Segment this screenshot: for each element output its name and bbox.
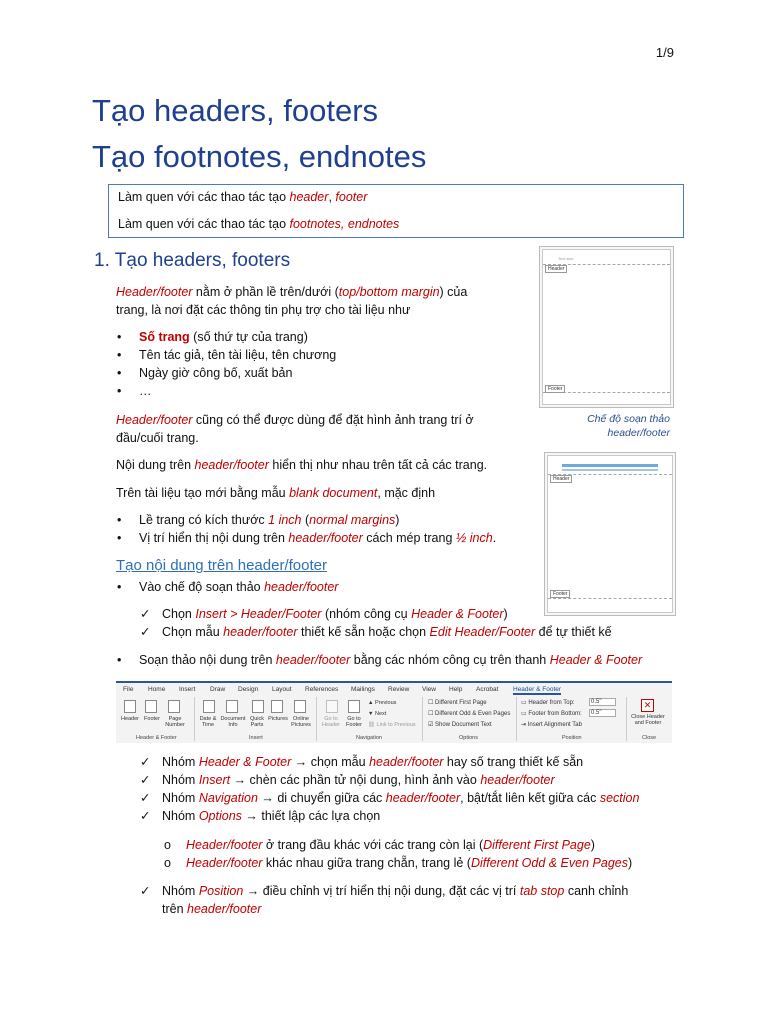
group-close: Close — [642, 735, 657, 741]
page-number-icon[interactable] — [168, 700, 180, 713]
step-2: • Soạn thảo nội dung trên header/footer bằng các nhóm công cụ trên thanh Header & Footer — [117, 653, 643, 667]
header-tag: Header — [545, 265, 567, 273]
step-1-checks — [140, 605, 662, 641]
figure-caption: Chế độ soạn thảo header/footer — [587, 413, 670, 439]
page-number-button[interactable]: Page Number — [165, 716, 185, 728]
list-item: ✓ Nhóm Navigation → di chuyển giữa các header/footer, bật/tắt liên kết giữa các section — [140, 791, 640, 805]
list-item: o Header/footer khác nhau giữa trang chẵn, trang lẻ (Different Odd & Even Pages) — [164, 856, 633, 870]
group-insert: Insert — [249, 735, 263, 741]
tab-view[interactable]: View — [422, 686, 436, 693]
quick-parts-button[interactable]: Quick Parts — [249, 716, 265, 728]
intro-box — [108, 184, 684, 238]
figure-header-footer-mode: Text size Header Footer — [539, 246, 674, 408]
tab-help[interactable]: Help — [449, 686, 463, 693]
list-item: • Tên tác giả, tên tài liệu, tên chương — [117, 348, 337, 362]
tab-acrobat[interactable]: Acrobat — [476, 686, 499, 693]
header-from-top: ▭ Header from Top: — [521, 700, 575, 706]
picture-icon[interactable] — [271, 700, 283, 713]
go-to-footer-button[interactable]: Go to Footer — [346, 716, 362, 728]
insert-alignment-tab-button[interactable]: ⇥ Insert Alignment Tab — [521, 722, 582, 728]
list-item: ✓ Nhóm Options → thiết lập các lựa chọn — [140, 809, 381, 823]
list-item: • … — [117, 384, 152, 398]
tab-insert[interactable]: Insert — [179, 686, 196, 693]
bullet-list-2 — [117, 511, 539, 547]
footer-button[interactable]: Footer — [144, 716, 160, 722]
footer-tag-2: Footer — [550, 590, 570, 598]
list-item: ✓ Nhóm Header & Footer → chọn mẫu header/footer hay số trang thiết kế sẵn — [140, 755, 584, 769]
tab-references[interactable]: References — [305, 686, 339, 693]
list-item: • Số trang (số thứ tự của trang) — [117, 330, 308, 344]
paragraph-1: Header/footer nằm ở phần lề trên/dưới (top/bottom margin) của trang, là nơi đặt các thông tin phụ trợ cho tài liệu như — [116, 285, 468, 317]
go-to-header-icon[interactable] — [326, 700, 338, 713]
tab-file[interactable]: File — [123, 686, 134, 693]
tab-design[interactable]: Design — [238, 686, 259, 693]
section-heading-2: Tạo nội dung trên header/footer — [116, 557, 327, 574]
options-sub-list — [164, 836, 676, 872]
tab-header-footer[interactable]: Header & Footer — [513, 686, 562, 693]
intro-line-2: Làm quen với các thao tác tạo footnotes, endnotes — [118, 217, 400, 231]
different-first-page-checkbox[interactable]: ☐ Different First Page — [428, 700, 487, 706]
document-info-icon[interactable] — [226, 700, 238, 713]
header-from-top-input[interactable]: 0.5" — [589, 698, 616, 706]
quick-parts-icon[interactable] — [252, 700, 264, 713]
go-to-footer-icon[interactable] — [348, 700, 360, 713]
tab-review[interactable]: Review — [388, 686, 410, 693]
position-check: ✓ Nhóm Position → điều chỉnh vị trí hiển thị nội dung, đặt các vị trí tab stop canh chỉnh trên header/footer — [140, 884, 629, 916]
group-header-footer: Header & Footer — [136, 735, 177, 741]
footer-tag: Footer — [545, 385, 565, 393]
section-heading-1: 1. Tạo headers, footers — [94, 250, 291, 271]
footer-icon[interactable] — [145, 700, 157, 713]
header-tag-2: Header — [550, 475, 572, 483]
header-icon[interactable] — [124, 700, 136, 713]
footer-from-bottom: ▭ Footer from Bottom: — [521, 711, 582, 717]
tab-home[interactable]: Home — [148, 686, 166, 693]
document-info-button[interactable]: Document Info — [220, 716, 246, 728]
group-position: Position — [562, 735, 582, 741]
date-time-button[interactable]: Date & Time — [199, 716, 217, 728]
online-pictures-button[interactable]: Online Pictures — [291, 716, 311, 728]
bullet-list-1 — [117, 328, 519, 400]
page-title: Tạo headers, footers — [92, 93, 379, 128]
page-number: 1/9 — [655, 45, 674, 60]
paragraph-3: Nội dung trên header/footer hiển thị như nhau trên tất cả các trang. — [116, 458, 488, 472]
list-item: • Ngày giờ công bố, xuất bản — [117, 366, 293, 380]
close-icon[interactable]: ✕ — [641, 699, 654, 712]
list-item: o Header/footer ở trang đầu khác với các trang còn lại (Different First Page) — [164, 838, 595, 852]
calendar-icon[interactable] — [203, 700, 215, 713]
close-header-footer-button[interactable]: Close Header and Footer — [631, 714, 665, 726]
ribbon-screenshot — [116, 681, 672, 743]
go-to-header-button[interactable]: Go to Header — [321, 716, 341, 728]
intro-line-1: Làm quen với các thao tác tạo header, footer — [118, 190, 368, 204]
link-to-previous-button[interactable]: ⛓ Link to Previous — [368, 722, 416, 728]
pictures-button[interactable]: Pictures — [268, 716, 288, 722]
paragraph-2: Header/footer cũng có thể được dùng để đặt hình ảnh trang trí ở đầu/cuối trang. — [116, 413, 474, 445]
tab-draw[interactable]: Draw — [210, 686, 226, 693]
different-odd-even-checkbox[interactable]: ☐ Different Odd & Even Pages — [428, 711, 511, 717]
list-item: • Vị trí hiển thị nội dung trên header/footer cách mép trang ½ inch. — [117, 531, 497, 545]
list-item: • Lề trang có kích thước 1 inch (normal margins) — [117, 513, 400, 527]
next-button[interactable]: ▼ Next — [368, 711, 387, 717]
list-item: ✓ Chọn Insert > Header/Footer (nhóm công cụ Header & Footer) — [140, 607, 508, 621]
online-picture-icon[interactable] — [294, 700, 306, 713]
paragraph-4: Trên tài liệu tạo mới bằng mẫu blank document, mặc định — [116, 486, 436, 500]
tab-layout[interactable]: Layout — [272, 686, 292, 693]
list-item: ✓ Nhóm Insert → chèn các phần tử nội dung, hình ảnh vào header/footer — [140, 773, 555, 787]
tab-mailings[interactable]: Mailings — [351, 686, 375, 693]
figure-blank-doc — [544, 452, 676, 616]
group-checks — [140, 753, 682, 825]
step-1: • Vào chế độ soạn thảo header/footer — [117, 580, 339, 594]
show-document-text-checkbox[interactable]: ☑ Show Document Text — [428, 722, 492, 728]
footer-from-bottom-input[interactable]: 0.5" — [589, 709, 616, 717]
list-item: ✓ Chọn mẫu header/footer thiết kế sẵn hoặc chọn Edit Header/Footer để tự thiết kế — [140, 625, 612, 639]
group-navigation: Navigation — [356, 735, 382, 741]
group-options: Options — [459, 735, 478, 741]
previous-button[interactable]: ▲ Previous — [368, 700, 397, 706]
page-subtitle: Tạo footnotes, endnotes — [92, 139, 427, 174]
header-button[interactable]: Header — [120, 716, 140, 722]
